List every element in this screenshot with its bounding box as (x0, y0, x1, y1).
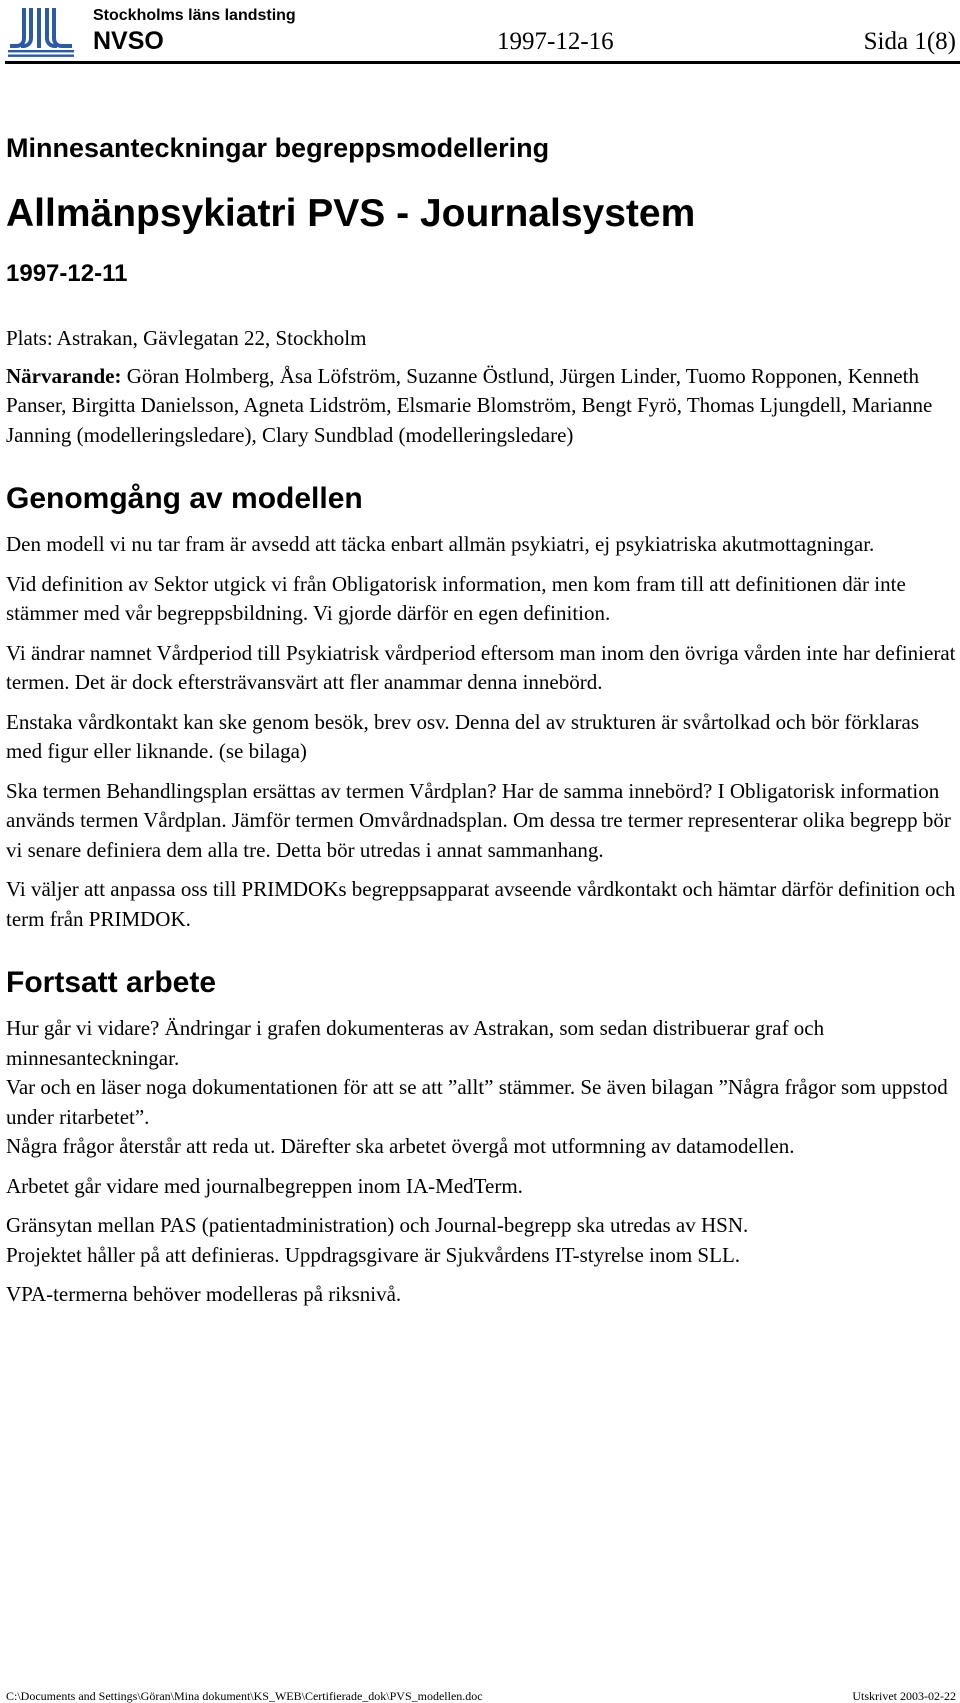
paragraph: Den modell vi nu tar fram är avsedd att täcka enbart allmän psykiatri, ej psykiatriska akutmottagningar. (6, 532, 875, 556)
meeting-date: 1997-12-11 (6, 260, 128, 287)
document-subtitle: Minnesanteckningar begreppsmodellering (6, 133, 550, 163)
paragraph: Gränsytan mellan PAS (patientadministration) och Journal-begrepp ska utredas av HSN. (6, 1213, 749, 1237)
attendees-line (6, 362, 956, 451)
attendees-label: Närvarande: (6, 363, 122, 388)
unit-name: NVSO (93, 27, 164, 55)
header-divider (5, 61, 960, 64)
file-path: C:\Documents and Settings\Göran\Mina dokument\KS_WEB\Certifierade_dok\PVS_modellen.doc (6, 1689, 483, 1703)
organization-name: Stockholms läns landsting (93, 7, 296, 24)
sll-logo-icon (8, 6, 74, 58)
page-number: Sida 1(8) (863, 28, 956, 55)
paragraph: Hur går vi vidare? Ändringar i grafen dokumenteras av Astrakan, som sedan distribuerar graf och minnesanteckningar. (6, 1016, 825, 1070)
paragraph: Var och en läser noga dokumentationen för att se att ”allt” stämmer. Se även bilagan ”Några frågor som uppstod under ritarbetet”. (6, 1075, 948, 1129)
page-footer (6, 1689, 956, 1703)
location-value: Astrakan, Gävlegatan 22, Stockholm (52, 326, 367, 350)
paragraph: Vi väljer att anpassa oss till PRIMDOKs begreppsapparat avseende vårdkontakt och hämtar därför definition och term från PRIMDOK. (6, 877, 956, 931)
header-date: 1997-12-16 (497, 28, 614, 55)
paragraph: Arbetet går vidare med journalbegreppen inom IA-MedTerm. (6, 1173, 523, 1198)
section-heading-review: Genomgång av modellen (6, 482, 363, 515)
paragraph: Enstaka vårdkontakt kan ske genom besök, brev osv. Denna del av strukturen är svårtolkad och bör förklaras med figur eller liknande. (se bilaga) (6, 709, 920, 763)
document-title: Allmänpsykiatri PVS - Journalsystem (6, 192, 696, 235)
section-heading-continued-work: Fortsatt arbete (6, 966, 217, 999)
location-label: Plats: (6, 326, 53, 350)
page-header (0, 0, 960, 64)
attendees-value: Göran Holmberg, Åsa Löfström, Suzanne Östlund, Jürgen Linder, Tuomo Ropponen, Kenneth Panser, Birgitta Danielsson, Agneta Lidström, Elsmarie Blomström, Bengt Fyrö, Thomas Ljungdell, Marianne Janning (modelleringsledare), Clary Sundblad (modelleringsledare) (6, 363, 933, 447)
paragraph: Projektet håller på att definieras. Uppdragsgivare är Sjukvårdens IT-styrelse inom SLL. (6, 1242, 741, 1267)
paragraph: VPA-termerna behöver modelleras på riksnivå. (6, 1282, 402, 1306)
paragraph: Ska termen Behandlingsplan ersättas av termen Vårdplan? Har de samma innebörd? I Obligatorisk information används termen Vårdplan. Jämför termen Omvårdnadsplan. Om dessa tre termer representerar olika begrepp bör vi senare definiera dem alla tre. Detta bör utredas i annat sammanhang. (6, 778, 951, 862)
print-date: Utskrivet 2003-02-22 (852, 1689, 956, 1703)
document-body (6, 130, 956, 1310)
paragraph: Vi ändrar namnet Vårdperiod till Psykiatrisk vårdperiod eftersom man inom den övriga vården inte har definierat termen. Det är dock eftersträvansvärt att fler anammar denna innebörd. (6, 640, 956, 694)
paragraph: Vid definition av Sektor utgick vi från Obligatorisk information, men kom fram till att definitionen där inte stämmer med vår begreppsbildning. Vi gjorde därför en egen definition. (6, 571, 906, 625)
paragraph: Några frågor återstår att reda ut. Därefter ska arbetet övergå mot utformning av datamodellen. (6, 1134, 795, 1158)
location-line (6, 324, 956, 354)
